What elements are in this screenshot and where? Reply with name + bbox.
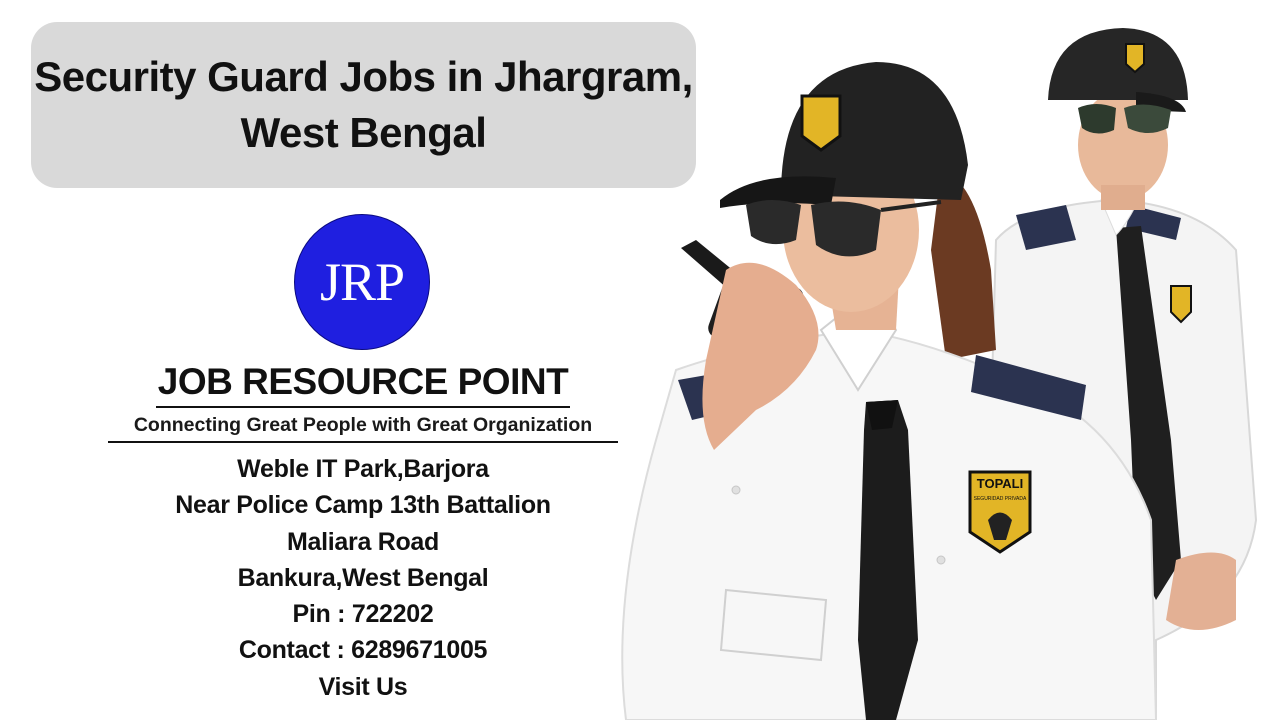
shirt-badge-subtext: SEGURIDAD PRIVADA [973,496,1027,502]
address-line-pin: Pin : 722202 [292,600,434,629]
security-guards-photo [596,0,1280,720]
jrp-logo [294,214,430,350]
visit-us-link[interactable]: Visit Us [318,672,408,701]
logo-initials: JRP [319,252,405,312]
page-title-line-1: Security Guard Jobs in Jhargram, [34,53,693,100]
address-line-city: Bankura,West Bengal [237,563,489,592]
address-line-contact: Contact : 6289671005 [238,636,488,665]
address-line-park: Weble IT Park,Barjora [237,455,489,483]
brand-tagline: Connecting Great People with Great Organization [108,414,618,443]
female-guard-figure [622,62,1156,720]
address-block [120,451,606,705]
address-line-landmark: Near Police Camp 13th Battalion [175,491,551,520]
shirt-badge-text: TOPALI [976,476,1024,491]
page-title-line-2: West Bengal [240,109,487,156]
brand-name: JOB RESOURCE POINT [156,360,570,408]
brand-block [110,360,616,408]
address-line-road: Maliara Road [286,527,439,556]
